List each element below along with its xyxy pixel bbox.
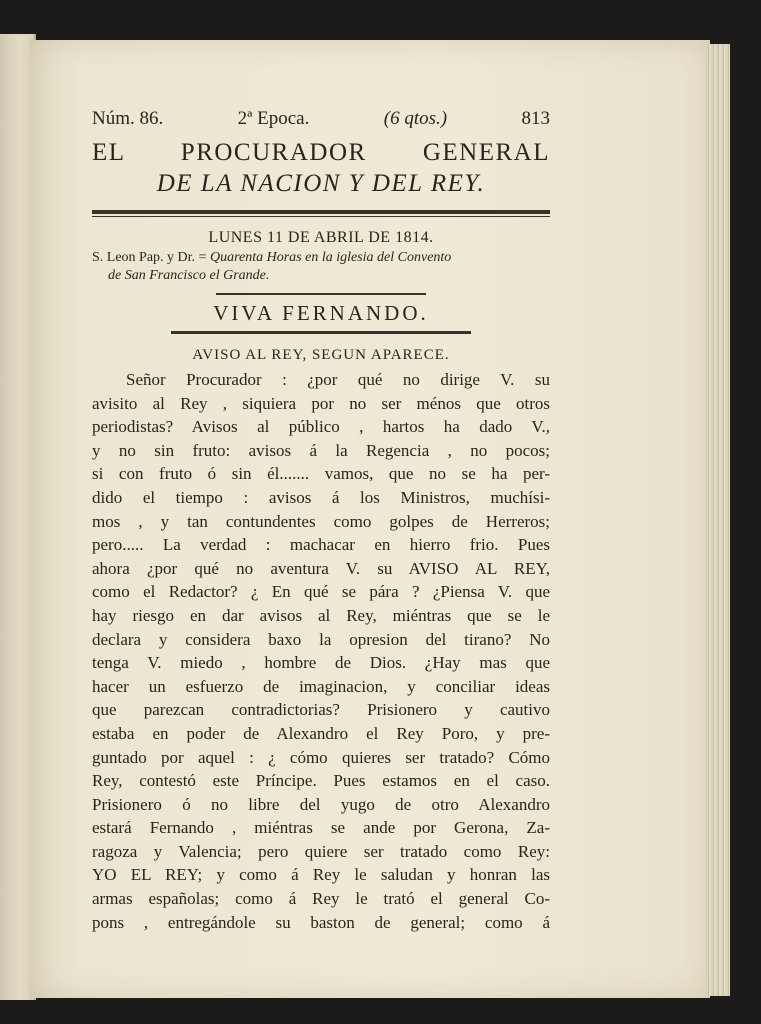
article-line: Señor Procurador : ¿por qué no dirige V. su — [126, 370, 550, 389]
dateline: LUNES 11 DE ABRIL DE 1814. — [208, 229, 434, 246]
article-line: ragoza y Valencia; pero quiere ser tratado como Rey: — [92, 841, 550, 861]
section-rule — [216, 293, 426, 295]
article-line: dido el tiempo : avisos á los Ministros, muchísi- — [92, 487, 550, 507]
article-line: ahora ¿por qué no aventura V. su AVISO AL REY, — [92, 558, 550, 578]
article-line: hay riesgo en dar avisos al Rey, miéntras que se le — [92, 605, 550, 625]
article-line: estaba en poder de Alexandro el Rey Poro, y pre- — [92, 723, 550, 743]
page-stack-edge — [706, 44, 730, 996]
masthead-subtitle: DE LA NACION Y DEL REY. — [156, 170, 486, 197]
header-line — [92, 108, 550, 134]
saints-prefix: S. Leon Pap. y Dr. = — [92, 250, 207, 265]
article-line: mos , y tan contundentes como golpes de Herreros; — [92, 511, 550, 531]
page-number: 813 — [521, 108, 550, 129]
saints-note — [92, 249, 550, 285]
saints-line-1: Quarenta Horas en la iglesia del Convento — [209, 250, 452, 265]
article-line: pero..... La verdad : machacar en hierro frio. Pues — [92, 535, 550, 555]
article-body — [92, 368, 550, 934]
motto-rule — [171, 331, 471, 334]
masthead-title: EL PROCURADOR GENERAL — [92, 139, 550, 166]
article-line: que parezcan contradictorias? Prisionero y cautivo — [92, 700, 550, 720]
article-line: declara y considera baxo la opresion del tirano? No — [92, 629, 550, 649]
saints-line-2: de San Francisco el Grande. — [108, 268, 270, 283]
article-line: y no sin fruto: avisos á la Regencia , no pocos; — [92, 440, 550, 460]
article-line: armas españolas; como á Rey le trató el general Co- — [92, 889, 550, 909]
article-line: pons , entregándole su baston de general; como á — [92, 912, 550, 932]
article-line: periodistas? Avisos al público , hartos ha dado V., — [92, 417, 550, 437]
motto: VIVA FERNANDO. — [213, 301, 429, 325]
epoch-label: 2ª Epoca. — [237, 108, 310, 129]
article-line: estará Fernando , miéntras se ande por Gerona, Za- — [92, 818, 550, 838]
article-line: como el Redactor? ¿ En qué se pára ? ¿Piensa V. que — [92, 582, 550, 602]
article-title: AVISO AL REY, SEGUN APARECE. — [192, 347, 450, 363]
article-line: Prisionero ó no libre del yugo de otro Alexandro — [92, 794, 550, 814]
page-content — [92, 108, 550, 934]
article-line: avisito al Rey , siquiera por no ser ménos que otros — [92, 393, 550, 413]
article-line: si con fruto ó sin él....... vamos, que no se ha per- — [92, 464, 550, 484]
article-line: YO EL REY; y como á Rey le saludan y honran las — [92, 865, 550, 885]
article-line: guntado por aquel : ¿ cómo quieres ser tratado? Cómo — [92, 747, 550, 767]
issue-number: Núm. 86. — [92, 108, 164, 129]
article-line: Rey, contestó este Príncipe. Pues estamos en el caso. — [92, 771, 550, 791]
article-line: tenga V. miedo , hombre de Dios. ¿Hay mas que — [92, 653, 550, 673]
article-line: hacer un esfuerzo de imaginacion, y conciliar ideas — [92, 676, 550, 696]
masthead-rule-thin — [92, 216, 550, 217]
quires-label: (6 qtos.) — [383, 108, 448, 129]
masthead-rule-thick — [92, 210, 550, 214]
